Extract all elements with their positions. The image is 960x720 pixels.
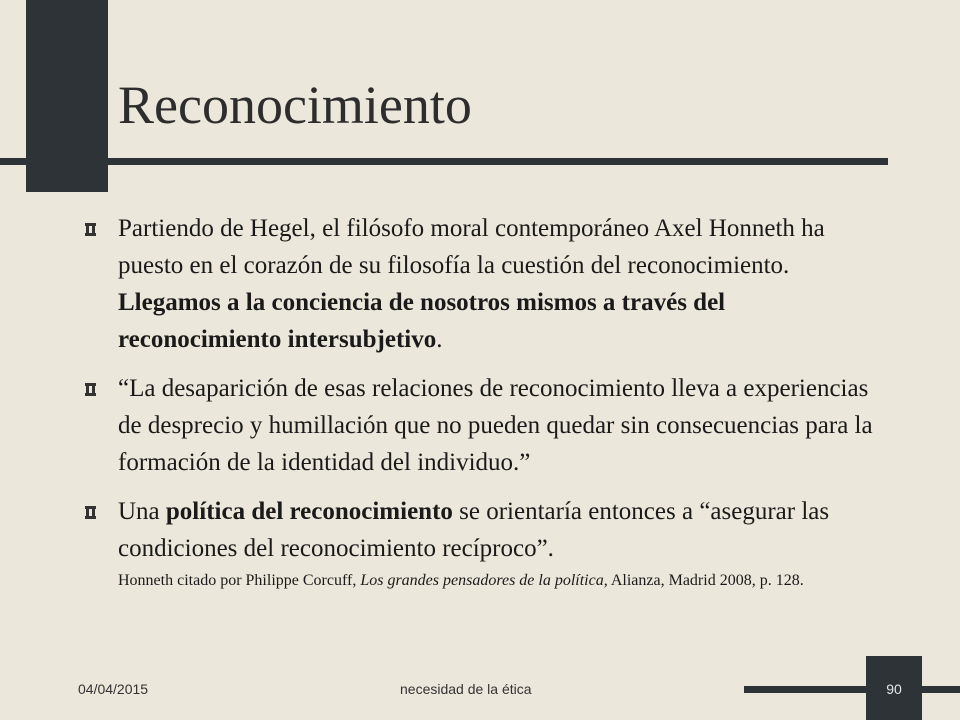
slide-title: Reconocimiento [118, 75, 472, 135]
bullet-icon [84, 383, 97, 396]
citation-part-1: Honneth citado por Philippe Corcuff, [118, 572, 361, 589]
bullet-text-1-part-3: . [436, 326, 443, 353]
bullet-text-3-part-2: política del reconocimiento [165, 498, 453, 525]
bullet-text-2: “La desaparición de esas relaciones de reconocimiento lleva a experiencias de desprecio y humillación que no pueden quedar sin consecuencias para la formación de la identidad del individuo.” [118, 375, 873, 476]
bullet-text-1-part-1: Partiendo de Hegel, el filósofo moral contemporáneo Axel Honneth ha puesto en el corazón de su filosofía la cuestión del reconocimiento. [118, 215, 825, 279]
footer-title: necesidad de la ética [400, 681, 532, 697]
bullet-icon [84, 223, 97, 236]
citation-book-title: Los grandes pensadores de la política, [360, 572, 608, 589]
bullet-icon [84, 506, 97, 519]
bullet-text-1-part-2: Llegamos a la conciencia de nosotros mismos a través del reconocimiento intersubjetivo [118, 289, 726, 353]
decorative-rule-top [0, 158, 888, 165]
bullet-item-1 [82, 210, 892, 358]
decorative-rule-bottom [744, 686, 960, 693]
bullet-text-3-part-3: se orientaría entonces a “asegurar las condiciones del reconocimiento recíproco”. [118, 498, 830, 562]
footer-date: 04/04/2015 [78, 681, 149, 697]
bullet-list [82, 210, 892, 604]
slide-number: 90 [886, 681, 902, 697]
bullet-item-2 [82, 370, 892, 481]
bullet-item-3 [82, 493, 892, 592]
citation-part-3: Alianza, Madrid 2008, p. 128. [607, 572, 804, 589]
citation [118, 569, 892, 592]
bullet-text-3-part-1: Una [118, 498, 166, 525]
